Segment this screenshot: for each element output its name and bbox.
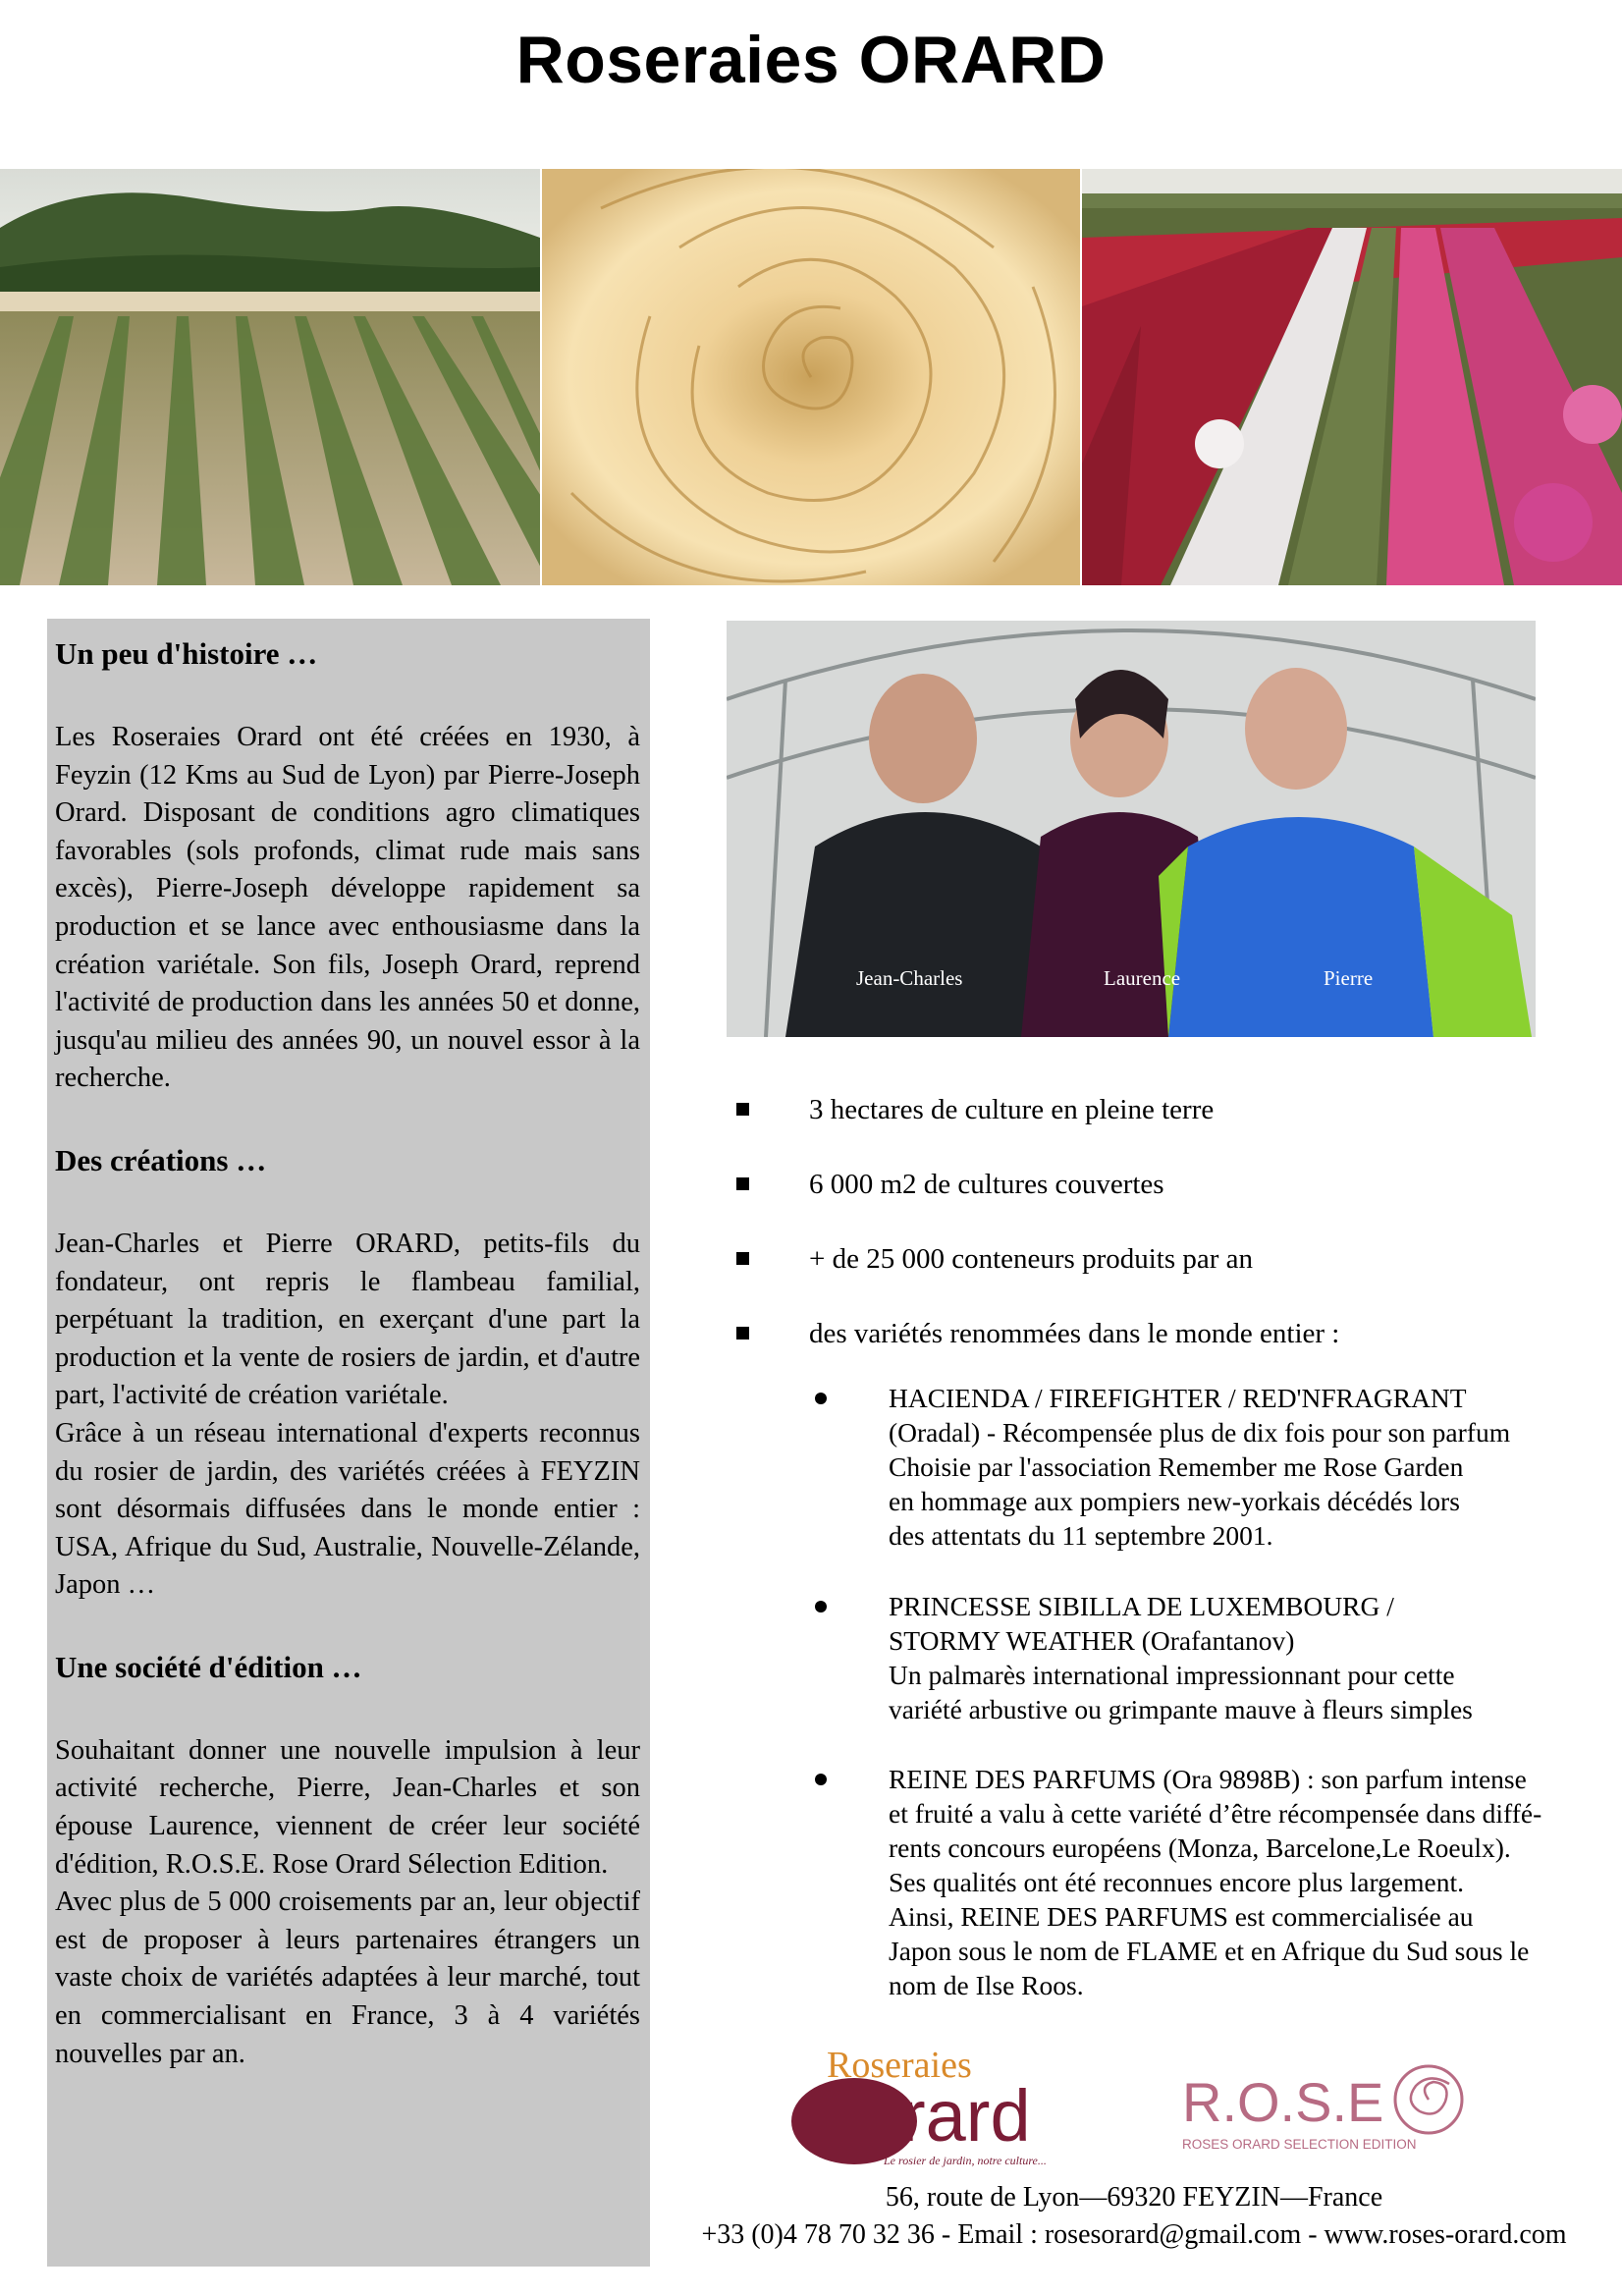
rose-field-photo [0, 169, 540, 585]
fact-item: + de 25 000 conteneurs produits par an [727, 1230, 1610, 1304]
caption-pierre: Pierre [1324, 966, 1374, 990]
creations-paragraph: Jean-Charles et Pierre ORARD, petits-fils du fondateur, ont repris le flambeau familial, perpétuant la tradition, en exerçant d'une part la production et la vente de rosiers de jardin, et d'autre part, l'activité de création variétale. [55, 1228, 640, 1411]
section-heading-history: Un peu d'histoire … [55, 636, 318, 671]
rose-nursery-photo [1082, 169, 1622, 585]
section-heading-creations: Des créations … [55, 1142, 267, 1177]
footer-contact: +33 (0)4 78 70 32 36 - Email : rosesorard@gmail.com - www.roses-orard.com [701, 2219, 1567, 2250]
page-title: Roseraies ORARD [515, 23, 1107, 97]
roseraies-orard-logo [785, 2043, 1100, 2170]
facts-list [727, 1080, 1610, 1379]
square-bullet-icon [736, 1252, 749, 1265]
variety-item: PRINCESSE SIBILLA DE LUXEMBOURG / STORMY WEATHER (Orafantanov) Un palmarès international impressionnant pour cette variété arbustive ou grimpante mauve à fleurs simples [727, 1589, 1610, 1726]
history-panel [47, 619, 650, 2267]
round-bullet-icon [815, 1393, 827, 1404]
svg-text:R.O.S.E: R.O.S.E [1182, 2071, 1384, 2133]
team-photo [727, 621, 1536, 1037]
square-bullet-icon [736, 1103, 749, 1116]
round-bullet-icon [815, 1601, 827, 1613]
square-bullet-icon [736, 1177, 749, 1190]
svg-text:rard: rard [901, 2075, 1031, 2157]
edition-paragraph: Avec plus de 5 000 croisements par an, leur objectif est de proposer à leurs partenaires étrangers un vaste choix de variétés adaptées à leur marché, tout en commercialisant en France, 3 à 4 variétés nouvelles par an. [55, 1886, 640, 2069]
svg-text:ROSES ORARD SELECTION EDITION: ROSES ORARD SELECTION EDITION [1182, 2137, 1417, 2152]
history-paragraph: Les Roseraies Orard ont été créées en 1930, à Feyzin (12 Kms au Sud de Lyon) par Pierre-Joseph Orard. Disposant de conditions agro climatiques favorables (sols profonds, climat rude mais sans excès), Pierre-Joseph développe rapidement sa production et se lance avec enthousiasme dans la création variétale. Son fils, Joseph Orard, reprend l'activité de production dans les années 50 et donne, jusqu'au milieu des années 90, un nouvel essor à la recherche. [55, 722, 640, 1094]
yellow-rose-photo [542, 169, 1080, 585]
caption-jean-charles: Jean-Charles [856, 966, 963, 990]
svg-text:Le rosier de jardin, notre cul: Le rosier de jardin, notre culture... [884, 2154, 1047, 2167]
creations-paragraph: Grâce à un réseau international d'experts reconnus du rosier de jardin, des variétés créées à FEYZIN sont désormais diffusées dans le monde entier : USA, Afrique du Sud, Australie, Nouvelle-Zélande, Japon … [55, 1417, 640, 1601]
fact-item: 3 hectares de culture en pleine terre [727, 1080, 1610, 1155]
rose-selection-edition-logo [1178, 2052, 1473, 2160]
square-bullet-icon [736, 1327, 749, 1339]
svg-text:Roseraies: Roseraies [827, 2045, 972, 2086]
fact-item: 6 000 m2 de cultures couvertes [727, 1155, 1610, 1230]
section-heading-edition: Une société d'édition … [55, 1649, 362, 1684]
fact-item: des variétés renommées dans le monde entier : [727, 1304, 1610, 1379]
caption-laurence: Laurence [1104, 966, 1181, 990]
footer-address: 56, route de Lyon—69320 FEYZIN—France [885, 2182, 1383, 2213]
variety-item: HACIENDA / FIREFIGHTER / RED'NFRAGRANT (Oradal) - Récompensée plus de dix fois pour son parfum Choisie par l'association Remember me Rose Garden en hommage aux pompiers new-yorkais décédés lors des attentats du 11 septembre 2001. [727, 1381, 1610, 1553]
edition-paragraph: Souhaitant donner une nouvelle impulsion à leur activité recherche, Pierre, Jean-Charles et son épouse Laurence, viennent de créer leur société d'édition, R.O.S.E. Rose Orard Sélection Edition. [55, 1734, 640, 1880]
varieties-list [727, 1381, 1610, 2002]
round-bullet-icon [815, 1774, 827, 1785]
variety-item: REINE DES PARFUMS (Ora 9898B) : son parfum intense et fruité a valu à cette variété d’être récompensée dans diffé- rents concours européens (Monza, Barcelone,Le Roeulx). Ses qualités ont été reconnues encore plus largement. Ainsi, REINE DES PARFUMS est commercialisée au Japon sous le nom de FLAME et en Afrique du Sud sous le nom de Ilse Roos. [727, 1762, 1610, 2002]
